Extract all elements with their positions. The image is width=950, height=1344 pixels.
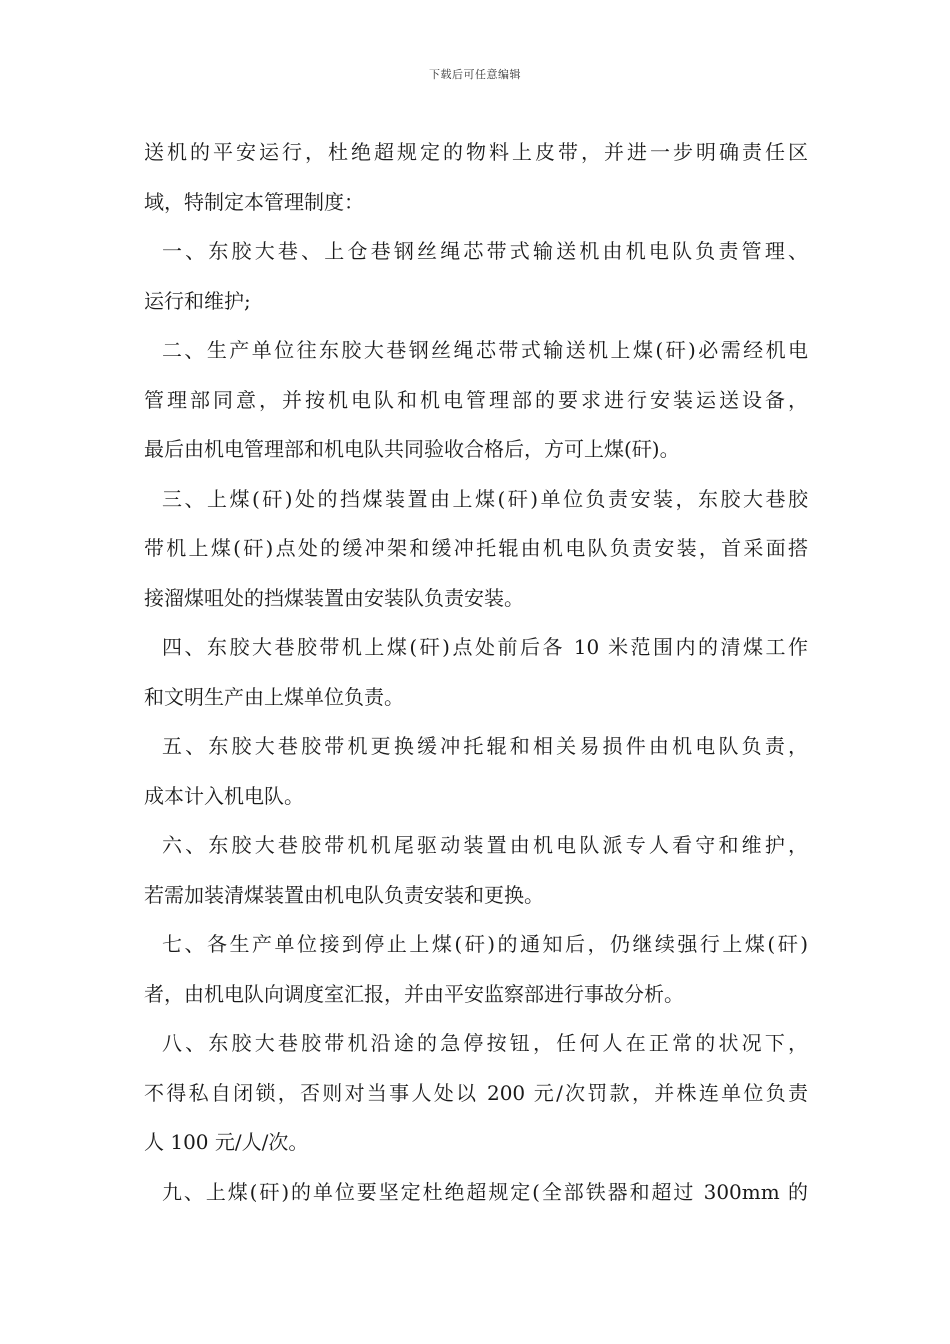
paragraph bbox=[144, 227, 808, 326]
text-line: 成本计入机电队。 bbox=[144, 783, 304, 808]
text-line: 域，特制定本管理制度： bbox=[144, 189, 364, 214]
text-line: 带机上煤(矸)点处的缓冲架和缓冲托辊由机电队负责安装，首采面搭 bbox=[144, 536, 808, 560]
text-line: 最后由机电管理部和机电队共同验收合格后，方可上煤(矸)。 bbox=[144, 437, 680, 461]
text-line: 一、东胶大巷、上仓巷钢丝绳芯带式输送机由机电队负责管理、 bbox=[162, 239, 808, 263]
text-line: 八、东胶大巷胶带机沿途的急停按钮，任何人在正常的状况下， bbox=[162, 1031, 808, 1055]
text-line: 不得私自闭锁，否则对当事人处以 200 元/次罚款，并株连单位负责 bbox=[144, 1080, 808, 1105]
paragraph bbox=[144, 623, 808, 722]
text-line: 若需加装清煤装置由机电队负责安装和更换。 bbox=[144, 882, 544, 907]
text-line: 运行和维护; bbox=[144, 288, 251, 313]
text-line: 和文明生产由上煤单位负责。 bbox=[144, 684, 404, 709]
text-line: 三、上煤(矸)处的挡煤装置由上煤(矸)单位负责安装，东胶大巷胶 bbox=[162, 486, 808, 511]
document-body bbox=[144, 128, 808, 1217]
paragraph bbox=[144, 475, 808, 624]
text-line: 人 100 元/人/次。 bbox=[144, 1130, 309, 1154]
text-line: 九、上煤(矸)的单位要坚定杜绝超规定(全部铁器和超过 300mm 的 bbox=[162, 1179, 808, 1204]
paragraph bbox=[144, 128, 808, 227]
paragraph bbox=[144, 920, 808, 1019]
text-line: 送机的平安运行，杜绝超规定的物料上皮带，并进一步明确责任区 bbox=[144, 140, 808, 164]
paragraph bbox=[144, 722, 808, 821]
text-line: 接溜煤咀处的挡煤装置由安装队负责安装。 bbox=[144, 585, 524, 610]
paragraph bbox=[144, 821, 808, 920]
text-line: 二、生产单位往东胶大巷钢丝绳芯带式输送机上煤(矸)必需经机电 bbox=[162, 338, 808, 362]
text-line: 七、各生产单位接到停止上煤(矸)的通知后，仍继续强行上煤(矸) bbox=[162, 932, 808, 956]
paragraph bbox=[144, 1168, 808, 1218]
page-header: 下载后可任意编辑 bbox=[429, 68, 521, 81]
paragraph bbox=[144, 326, 808, 475]
text-line: 四、东胶大巷胶带机上煤(矸)点处前后各 10 米范围内的清煤工作 bbox=[162, 635, 808, 659]
text-line: 者，由机电队向调度室汇报，并由平安监察部进行事故分析。 bbox=[144, 981, 684, 1006]
text-line: 六、东胶大巷胶带机机尾驱动装置由机电队派专人看守和维护， bbox=[162, 833, 808, 857]
text-line: 管理部同意，并按机电队和机电管理部的要求进行安装运送设备， bbox=[144, 387, 808, 412]
paragraph bbox=[144, 1019, 808, 1168]
text-line: 五、东胶大巷胶带机更换缓冲托辊和相关易损件由机电队负责， bbox=[162, 734, 808, 758]
